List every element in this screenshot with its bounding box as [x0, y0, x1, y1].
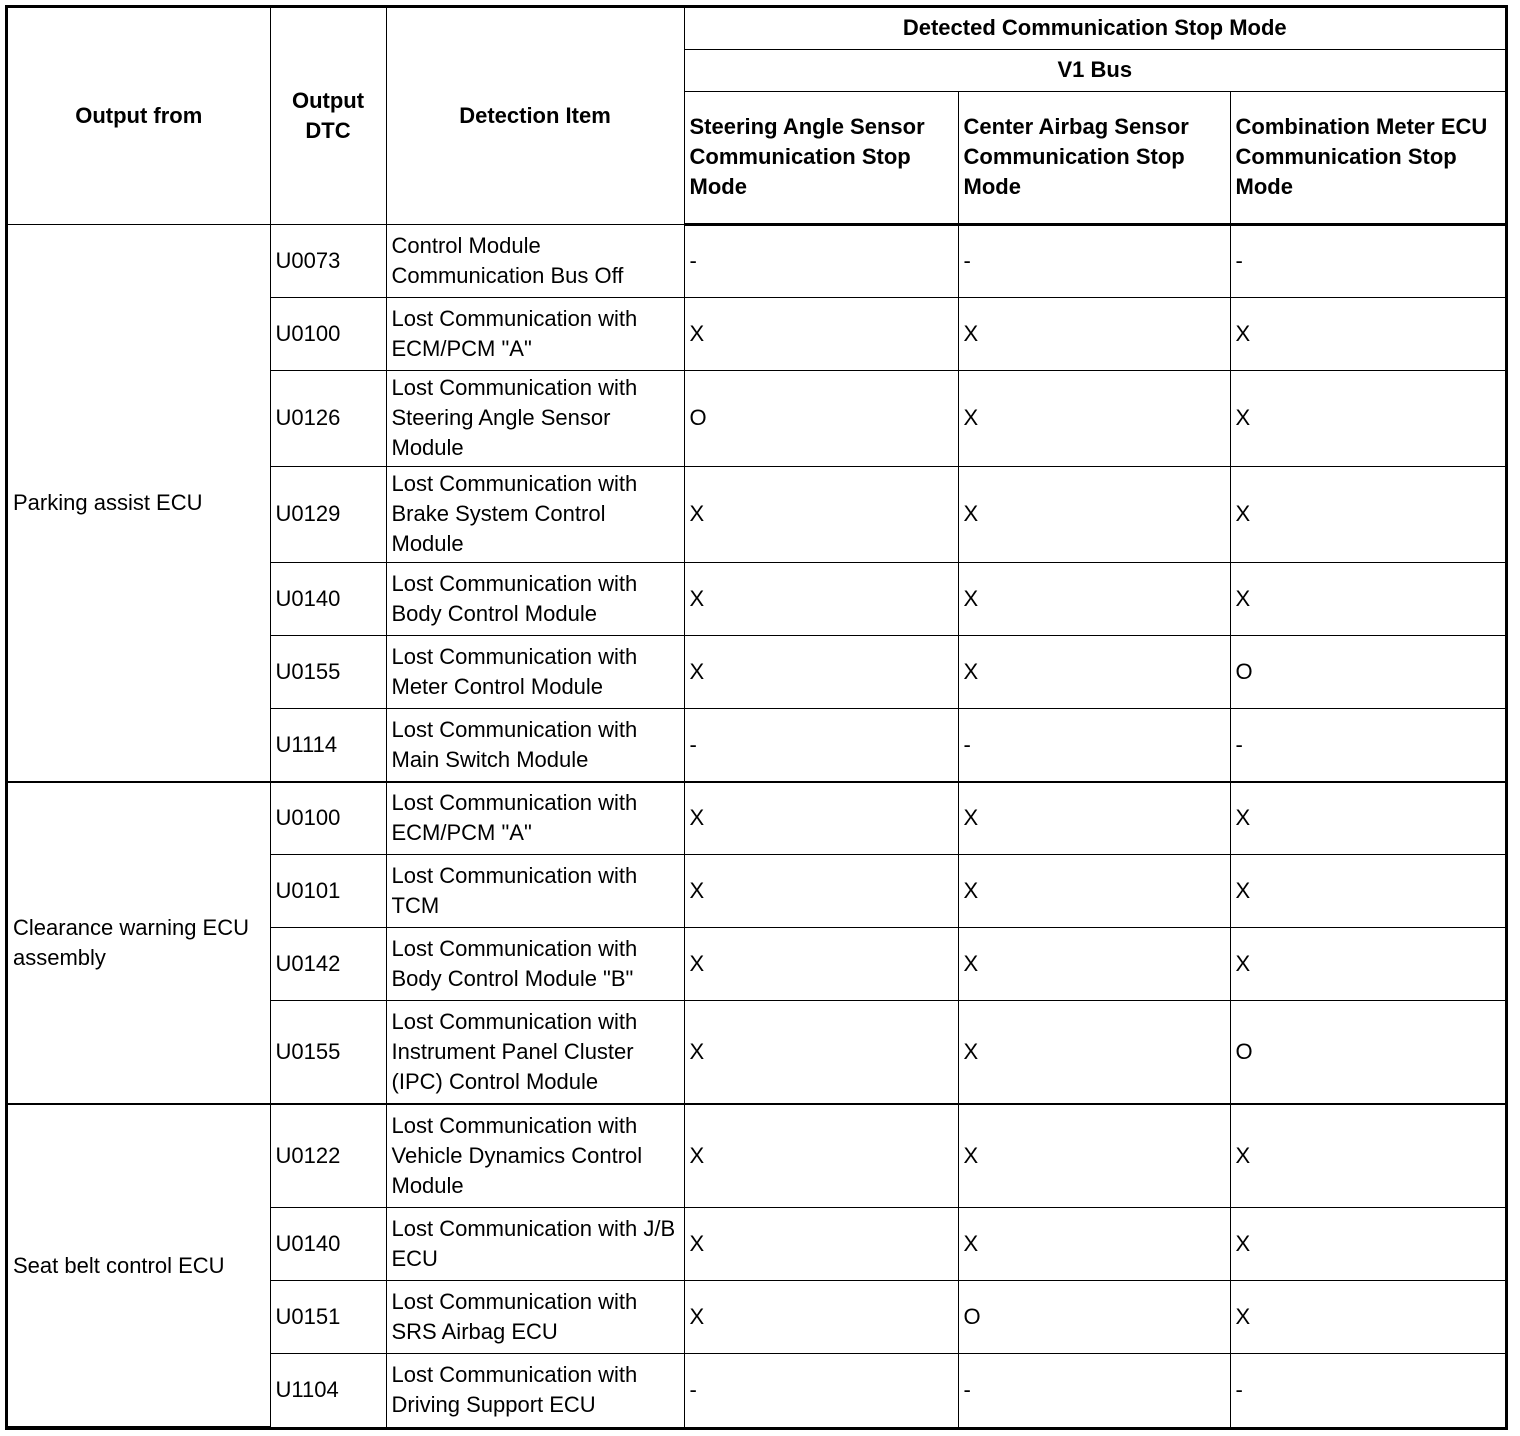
combination-meter-mode-cell: - [1230, 1353, 1505, 1426]
center-airbag-mode-cell: - [958, 224, 1230, 297]
center-airbag-mode-cell: X [958, 563, 1230, 636]
steering-angle-mode-cell: - [684, 709, 958, 782]
dtc-cell: U0155 [270, 1001, 386, 1104]
steering-angle-mode-cell: X [684, 1104, 958, 1207]
combination-meter-mode-cell: X [1230, 466, 1505, 562]
steering-angle-mode-cell: X [684, 855, 958, 928]
output-from-cell: Clearance warning ECU assembly [8, 782, 270, 1104]
combination-meter-mode-cell: X [1230, 782, 1505, 855]
steering-angle-mode-cell: X [684, 928, 958, 1001]
combination-meter-mode-cell: - [1230, 224, 1505, 297]
detection-item-cell: Lost Communication with Meter Control Module [386, 636, 684, 709]
header-detected-mode: Detected Communication Stop Mode [684, 8, 1505, 49]
steering-angle-mode-cell: X [684, 1207, 958, 1280]
dtc-cell: U0140 [270, 1207, 386, 1280]
center-airbag-mode-cell: X [958, 1001, 1230, 1104]
steering-angle-mode-cell: X [684, 782, 958, 855]
center-airbag-mode-cell: X [958, 1104, 1230, 1207]
center-airbag-mode-cell: O [958, 1280, 1230, 1353]
detection-item-cell: Lost Communication with Driving Support ECU [386, 1353, 684, 1426]
center-airbag-mode-cell: X [958, 1207, 1230, 1280]
dtc-cell: U0100 [270, 782, 386, 855]
steering-angle-mode-cell: O [684, 370, 958, 466]
table-row [8, 782, 1505, 855]
combination-meter-mode-cell: O [1230, 636, 1505, 709]
dtc-cell: U0122 [270, 1104, 386, 1207]
dtc-cell: U1104 [270, 1353, 386, 1426]
dtc-cell: U0101 [270, 855, 386, 928]
header-bus: V1 Bus [684, 49, 1505, 91]
header-center-airbag-col: Center Airbag Sensor Communication Stop Mode [958, 91, 1230, 224]
combination-meter-mode-cell: X [1230, 928, 1505, 1001]
steering-angle-mode-cell: X [684, 297, 958, 370]
steering-angle-mode-cell: - [684, 224, 958, 297]
steering-angle-mode-cell: X [684, 466, 958, 562]
header-output-from: Output from [8, 8, 270, 224]
combination-meter-mode-cell: - [1230, 709, 1505, 782]
output-from-cell: Parking assist ECU [8, 224, 270, 782]
detection-item-cell: Lost Communication with Brake System Control Module [386, 466, 684, 562]
detection-item-cell: Lost Communication with Vehicle Dynamics Control Module [386, 1104, 684, 1207]
dtc-cell: U0129 [270, 466, 386, 562]
detection-item-cell: Lost Communication with Body Control Module "B" [386, 928, 684, 1001]
detection-item-cell: Lost Communication with Steering Angle Sensor Module [386, 370, 684, 466]
detection-item-cell: Lost Communication with Main Switch Module [386, 709, 684, 782]
combination-meter-mode-cell: X [1230, 370, 1505, 466]
detection-item-cell: Lost Communication with SRS Airbag ECU [386, 1280, 684, 1353]
steering-angle-mode-cell: X [684, 1280, 958, 1353]
steering-angle-mode-cell: X [684, 563, 958, 636]
header-output-dtc: Output DTC [270, 8, 386, 224]
dtc-cell: U0100 [270, 297, 386, 370]
combination-meter-mode-cell: O [1230, 1001, 1505, 1104]
combination-meter-mode-cell: X [1230, 855, 1505, 928]
dtc-cell: U0126 [270, 370, 386, 466]
dtc-cell: U0155 [270, 636, 386, 709]
steering-angle-mode-cell: - [684, 1353, 958, 1426]
center-airbag-mode-cell: X [958, 782, 1230, 855]
center-airbag-mode-cell: - [958, 709, 1230, 782]
combination-meter-mode-cell: X [1230, 297, 1505, 370]
table-header [8, 8, 1505, 224]
detection-item-cell: Lost Communication with TCM [386, 855, 684, 928]
center-airbag-mode-cell: X [958, 297, 1230, 370]
table-row [8, 1104, 1505, 1207]
combination-meter-mode-cell: X [1230, 1280, 1505, 1353]
header-steering-angle-col: Steering Angle Sensor Communication Stop Mode [684, 91, 958, 224]
center-airbag-mode-cell: X [958, 928, 1230, 1001]
center-airbag-mode-cell: X [958, 636, 1230, 709]
dtc-cell: U0140 [270, 563, 386, 636]
header-combination-meter-col: Combination Meter ECU Communication Stop Mode [1230, 91, 1505, 224]
dtc-cell: U0073 [270, 224, 386, 297]
output-from-cell: Seat belt control ECU [8, 1104, 270, 1426]
steering-angle-mode-cell: X [684, 636, 958, 709]
detection-item-cell: Lost Communication with ECM/PCM "A" [386, 782, 684, 855]
combination-meter-mode-cell: X [1230, 1104, 1505, 1207]
dtc-table [8, 8, 1505, 1427]
header-detection-item: Detection Item [386, 8, 684, 224]
center-airbag-mode-cell: X [958, 855, 1230, 928]
center-airbag-mode-cell: - [958, 1353, 1230, 1426]
dtc-table-frame [5, 5, 1508, 1430]
center-airbag-mode-cell: X [958, 466, 1230, 562]
detection-item-cell: Lost Communication with J/B ECU [386, 1207, 684, 1280]
detection-item-cell: Lost Communication with Instrument Panel Cluster (IPC) Control Module [386, 1001, 684, 1104]
detection-item-cell: Control Module Communication Bus Off [386, 224, 684, 297]
steering-angle-mode-cell: X [684, 1001, 958, 1104]
dtc-cell: U0142 [270, 928, 386, 1001]
combination-meter-mode-cell: X [1230, 563, 1505, 636]
table-row [8, 224, 1505, 297]
center-airbag-mode-cell: X [958, 370, 1230, 466]
combination-meter-mode-cell: X [1230, 1207, 1505, 1280]
detection-item-cell: Lost Communication with Body Control Module [386, 563, 684, 636]
detection-item-cell: Lost Communication with ECM/PCM "A" [386, 297, 684, 370]
dtc-cell: U0151 [270, 1280, 386, 1353]
dtc-cell: U1114 [270, 709, 386, 782]
table-body [8, 224, 1505, 1427]
